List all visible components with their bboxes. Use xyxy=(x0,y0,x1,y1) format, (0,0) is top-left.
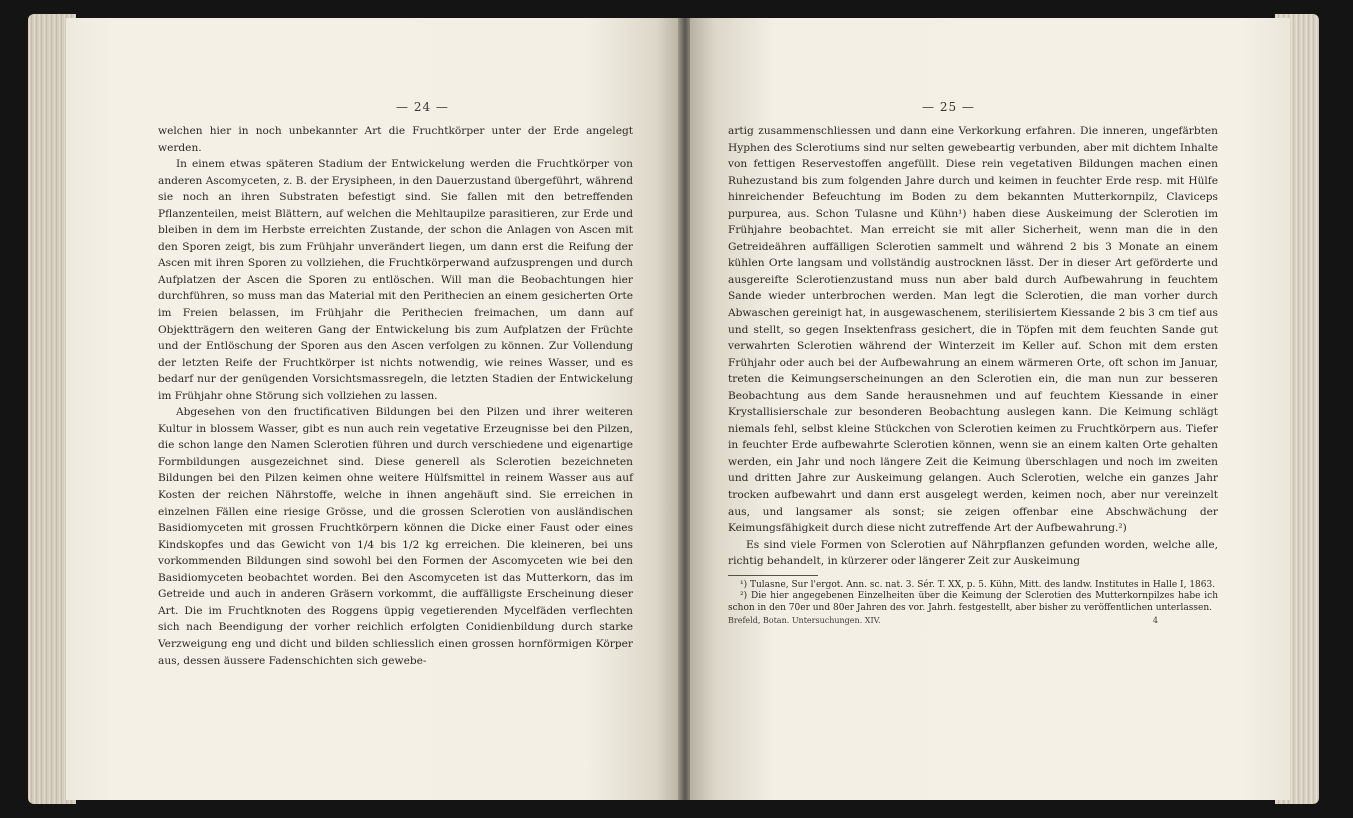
footnote: ¹) Tulasne, Sur l'ergot. Ann. sc. nat. 3. Sér. T. XX, p. 5. Kühn, Mitt. des landw. Institutes in Halle I, 1863. xyxy=(740,579,1216,590)
footnote-rule xyxy=(728,575,818,576)
signature-line xyxy=(728,615,1218,626)
footnote: ²) Die hier angegebenen Einzelheiten über die Keimung der Sclerotien des Mutterkornpilzes habe ich schon in den 70er und 80er Jahren des vor. Jahrh. festgestellt, aber bisher zu veröffentlichen unterlassen. xyxy=(728,591,1218,613)
signature-text: Brefeld, Botan. Untersuchungen. XIV. xyxy=(728,616,881,626)
right-paragraph: Es sind viele Formen von Sclerotien auf Nährpflanzen gefunden worden, welche alle, richtig behandelt, in kürzerer oder längerer Zeit zur Auskeimung xyxy=(728,538,1218,568)
left-paragraph: welchen hier in noch unbekannter Art die Fruchtkörper unter der Erde angelegt werden. xyxy=(158,125,633,154)
footnotes xyxy=(728,580,1218,615)
left-page xyxy=(66,18,680,800)
left-paragraph: Abgesehen von den fructificativen Bildungen bei den Pilzen und ihrer weiteren Kultur in blossem Wasser, gibt es nun auch rein vegetative Erzeugnisse bei den Pilzen, die schon lange den Namen Sclerotien führen und durch verschiedene und eigenartige Formbildungen ausgezeichnet sind. Diese generell als Sclerotien bezeichneten Bildungen bei den Pilzen keimen ohne weitere Hülfsmittel in reinem Wasser aus auf Kosten der reichen Nährstoffe, welche in ihnen angehäuft sind. Sie erreichen in einzelnen Fällen eine riesige Grösse, und die grossen Sclerotien von ausländischen Basidiomyceten mit grossen Fruchtkörpern können die Dicke einer Faust oder eines Kindskopfes und das Gewicht von 1/4 bis 1/2 kg erreichen. Die kleineren, bei uns vorkommenden Bildungen sind sowohl bei den Formen der Ascomyceten wie bei den Basidiomyceten beobachtet worden. Bei den Ascomyceten ist das Mutterkorn, das im Getreide und auch in anderen Gräsern vorkommt, die auffälligste Erscheinung dieser Art. Die im Fruchtknoten des Roggens üppig vegetierenden Mycelfäden verflechten sich nach Beendigung der vorher reichlich erfolgten Conidienbildung durch starke Verzweigung eng und dicht und bilden schliesslich einen grossen hornförmigen Körper aus, dessen äussere Fadenschichten sich gewebe- xyxy=(158,406,633,667)
left-page-body xyxy=(158,123,633,669)
right-page xyxy=(690,18,1290,800)
right-paragraph: artig zusammenschliessen und dann eine Verkorkung erfahren. Die inneren, ungefärbten Hyphen des Sclerotiums sind nur selten gewebeartig verbunden, aber mit dichtem Inhalte von fettigen Reservestoffen angefüllt. Diese rein vegetativen Bildungen machen einen Ruhezustand bis zum folgenden Jahre durch und keimen in feuchter Erde resp. mit Hülfe hinreichender Befeuchtung im Boden zu dem bekannten Mutterkornpilz, Claviceps purpurea, aus. Schon Tulasne und Kühn¹) haben diese Auskeimung der Sclerotien im Frühjahre beobachtet. Man erreicht sie mit aller Sicherheit, wenn man die in den Getreideähren auffälligen Sclerotien sammelt und während 2 bis 3 Monate an einem kühlen Orte langsam und vollständig austrocknen lässt. Der in dieser Art geförderte und ausgereifte Sclerotienzustand muss nun aber bald durch Aufbewahrung in feuchtem Sande wieder unterbrochen werden. Man legt die Sclerotien, die man vorher durch Abwaschen gereinigt hat, in ausgewaschenem, sterilisiertem Kiessande 2 bis 3 cm tief aus und stellt, so gegen Insektenfrass gesichert, die in Töpfen mit dem feuchten Sande gut verwahrten Sclerotien während der Winterzeit im Keller auf. Schon mit dem ersten Frühjahr oder auch bei der Aufbewahrung an einem wärmeren Orte, oft schon im Januar, treten die Keimungserscheinungen an den Sclerotien ein, die man nun zur besseren Beobachtung aus dem Sande herausnehmen und auf feuchtem Kiessande in einer Krystallisierschale zur besonderen Beobachtung auslegen kann. Die Keimung schlägt niemals fehl, selbst kleine Stückchen von Sclerotien keimen zu Fruchtkörpern aus. Tiefer in feuchter Erde aufbewahrte Sclerotien können, wenn sie an einem kalten Orte gehalten werden, ein Jahr und noch längere Zeit die Keimung überschlagen und noch im zweiten und dritten Jahre zur Auskeimung gelangen. Auch Sclerotien, welche ein ganzes Jahr trocken aufbewahrt und dann erst ausgelegt werden, keimen noch, aber nur vereinzelt aus, und langsamer als sonst; sie zeigen offenbar eine Abschwächung der Keimungsfähigkeit durch diese nicht zutreffende Art der Aufbewahrung.²) xyxy=(728,125,1218,535)
right-page-body xyxy=(728,123,1218,626)
signature-number: 4 xyxy=(1152,616,1158,626)
right-page-number: — 25 — xyxy=(922,100,975,114)
left-paragraph: In einem etwas späteren Stadium der Entwickelung werden die Fruchtkörper von anderen Ascomyceten, z. B. der Erysipheen, in den Dauerzustand übergeführt, während sie noch an ihren Substraten befestigt sind. Sie fallen mit den betreffenden Pflanzenteilen, meist Blättern, auf welchen die Mehltaupilze parasitieren, zur Erde und bleiben in dem im Herbste erreichten Zustande, der schon die Anlagen von Ascen mit den Sporen zeigt, bis zum Frühjahr unverändert liegen, um dann erst die Reifung der Ascen mit ihren Sporen zu vollziehen, die Fruchtkörperwand aufzusprengen und durch Aufplatzen der Ascen die Sporen zu entlöschen. Will man die Beobachtungen hier durchführen, so muss man das Material mit den Perithecien an einem gesicherten Orte im Freien belassen, im Frühjahr die Perithecien freimachen, um dann auf Objektträgern den weiteren Gang der Entwickelung bis zum Aufplatzen der Früchte und der Entlöschung der Sporen aus den Ascen verfolgen zu können. Zur Vollendung der letzten Reife der Fruchtkörper ist nichts notwendig, wie reines Wasser, und es bedarf nur der genügenden Vorsichtsmassregeln, die letzten Stadien der Entwickelung im Frühjahr ohne Störung sich vollziehen zu lassen. xyxy=(158,158,633,402)
left-page-number: — 24 — xyxy=(396,100,449,114)
